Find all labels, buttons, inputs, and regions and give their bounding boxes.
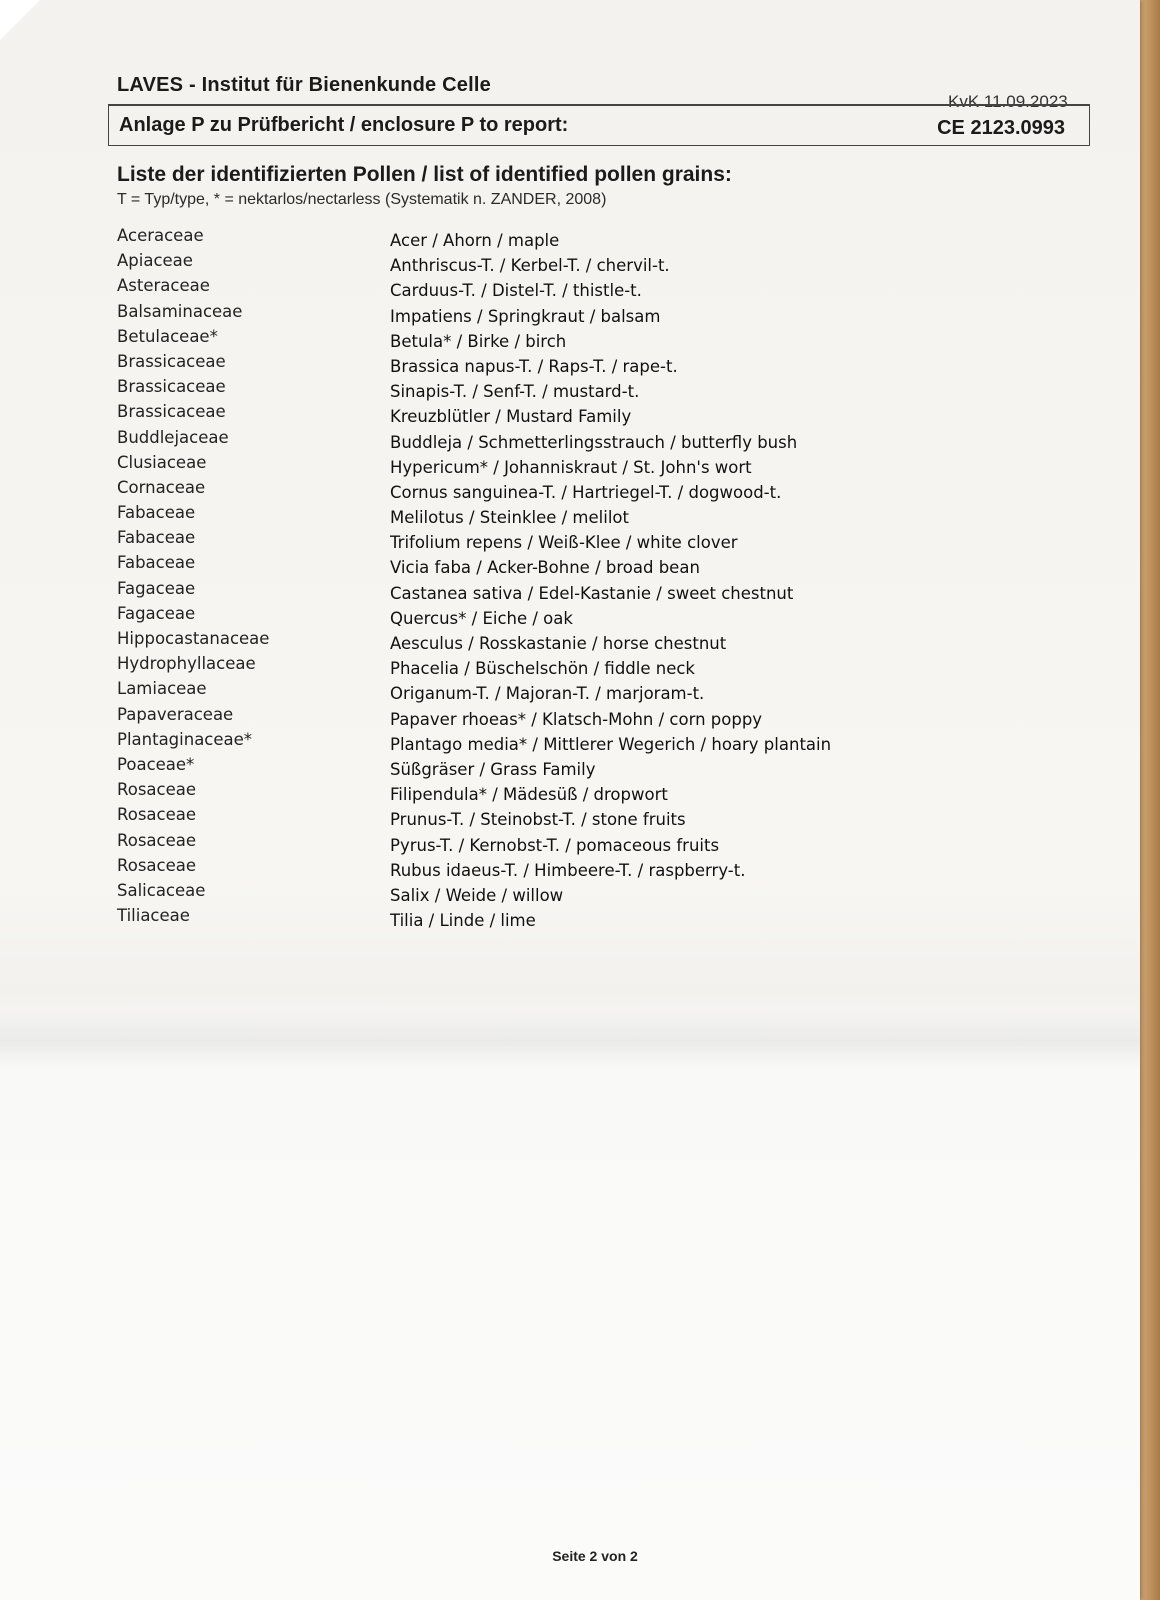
pollen-plant: Prunus-T. / Steinobst-T. / stone fruits (390, 810, 686, 830)
page-fold (0, 1010, 1140, 1070)
pollen-row (0, 629, 1140, 654)
pollen-row (0, 579, 1140, 604)
pollen-row (0, 906, 1140, 931)
pollen-plant: Carduus-T. / Distel-T. / thistle-t. (390, 281, 642, 301)
pollen-plant: Castanea sativa / Edel-Kastanie / sweet chestnut (390, 583, 794, 603)
pollen-plant: Origanum-T. / Majoran-T. / marjoram-t. (390, 684, 705, 704)
plant-family: Aceraceae (117, 226, 204, 245)
pollen-plant: Hypericum* / Johanniskraut / St. John's wort (390, 457, 752, 477)
pollen-plant: Anthriscus-T. / Kerbel-T. / chervil-t. (390, 256, 670, 276)
plant-family: Cornaceae (117, 477, 206, 497)
plant-family: Plantaginaceae* (117, 729, 253, 749)
pollen-plant: Phacelia / Büschelschön / fiddle neck (390, 659, 695, 679)
pollen-row (0, 553, 1140, 578)
legend-text: T = Typ/type, * = nektarlos/nectarless (Systematik n. ZANDER, 2008) (117, 191, 607, 208)
plant-family: Fabaceae (117, 553, 196, 573)
pollen-plant: Impatiens / Springkraut / balsam (390, 306, 661, 326)
report-header-box (108, 104, 1090, 146)
pollen-row (0, 780, 1140, 805)
pollen-row (0, 856, 1140, 881)
pollen-row (0, 831, 1140, 856)
plant-family: Brassicaceae (117, 351, 226, 371)
pollen-plant: Kreuzblütler / Mustard Family (390, 407, 632, 427)
organization-name: LAVES - Institut für Bienenkunde Celle (117, 74, 491, 96)
plant-family: Poaceae* (117, 754, 195, 774)
pollen-plant: Buddleja / Schmetterlingsstrauch / butterfly bush (390, 432, 798, 452)
pollen-plant: Brassica napus-T. / Raps-T. / rape-t. (390, 356, 678, 376)
plant-family: Tiliaceae (117, 906, 190, 926)
plant-family: Rosaceae (117, 805, 197, 825)
pollen-plant: Rubus idaeus-T. / Himbeere-T. / raspberry-t. (390, 860, 746, 880)
pollen-plant: Cornus sanguinea-T. / Hartriegel-T. / dogwood-t. (390, 482, 782, 502)
list-title: Liste der identifizierten Pollen / list of identified pollen grains: (117, 163, 732, 186)
pollen-row (0, 327, 1140, 352)
pollen-plant: Quercus* / Eiche / oak (390, 608, 573, 628)
plant-family: Buddlejaceae (117, 427, 229, 447)
pollen-plant: Sinapis-T. / Senf-T. / mustard-t. (390, 382, 640, 402)
plant-family: Hydrophyllaceae (117, 654, 256, 674)
pollen-plant: Vicia faba / Acker-Bohne / broad bean (390, 558, 700, 578)
plant-family: Clusiaceae (117, 452, 207, 472)
plant-family: Hippocastanaceae (117, 629, 270, 648)
pollen-row (0, 428, 1140, 453)
pollen-plant: Melilotus / Steinklee / melilot (390, 508, 629, 528)
plant-family: Fagaceae (117, 578, 196, 598)
report-number: CE 2123.0993 (937, 117, 1065, 139)
pollen-plant: Aesculus / Rosskastanie / horse chestnut (390, 634, 727, 653)
pollen-plant: Plantago media* / Mittlerer Wegerich / hoary plantain (390, 734, 832, 754)
plant-family: Fabaceae (117, 503, 196, 523)
pollen-row (0, 730, 1140, 755)
pollen-plant: Acer / Ahorn / maple (390, 231, 560, 250)
pollen-row (0, 755, 1140, 780)
pollen-row (0, 478, 1140, 503)
plant-family: Papaveraceae (117, 704, 234, 724)
pollen-plant: Filipendula* / Mädesüß / dropwort (390, 785, 668, 805)
pollen-row (0, 276, 1140, 301)
pollen-plant: Süßgräser / Grass Family (390, 759, 596, 779)
pollen-row (0, 528, 1140, 553)
pollen-row (0, 377, 1140, 402)
plant-family: Balsaminaceae (117, 301, 243, 321)
plant-family: Rosaceae (117, 855, 197, 875)
pollen-plant: Salix / Weide / willow (390, 885, 564, 905)
plant-family: Betulaceae* (117, 326, 218, 346)
plant-family: Rosaceae (117, 830, 197, 850)
pollen-row (0, 402, 1140, 427)
plant-family: Asteraceae (117, 276, 210, 296)
pollen-row (0, 226, 1140, 251)
plant-family: Salicaceae (117, 880, 206, 900)
plant-family: Brassicaceae (117, 402, 226, 422)
signature-date: KvK 11.09.2023 (948, 92, 1068, 111)
pollen-list (0, 226, 1140, 931)
plant-family: Rosaceae (117, 780, 197, 800)
pollen-plant: Papaver rhoeas* / Klatsch-Mohn / corn poppy (390, 709, 763, 729)
pollen-row (0, 251, 1140, 276)
page-number: Seite 2 von 2 (552, 1548, 638, 1564)
pollen-row (0, 352, 1140, 377)
enclosure-title: Anlage P zu Prüfbericht / enclosure P to report: (119, 114, 569, 136)
pollen-row (0, 679, 1140, 704)
pollen-row (0, 654, 1140, 679)
pollen-row (0, 881, 1140, 906)
pollen-row (0, 805, 1140, 830)
plant-family: Lamiaceae (117, 679, 207, 699)
pollen-row (0, 302, 1140, 327)
page-corner (0, 0, 40, 40)
pollen-plant: Pyrus-T. / Kernobst-T. / pomaceous fruits (390, 835, 720, 855)
pollen-row (0, 503, 1140, 528)
plant-family: Brassicaceae (117, 377, 226, 397)
plant-family: Apiaceae (117, 251, 193, 271)
plant-family: Fagaceae (117, 603, 196, 623)
plant-family: Fabaceae (117, 528, 196, 548)
pollen-plant: Trifolium repens / Weiß-Klee / white clover (390, 533, 738, 553)
pollen-row (0, 453, 1140, 478)
pollen-plant: Tilia / Linde / lime (390, 911, 536, 931)
pollen-plant: Betula* / Birke / birch (390, 331, 567, 351)
pollen-row (0, 705, 1140, 730)
pollen-row (0, 604, 1140, 629)
